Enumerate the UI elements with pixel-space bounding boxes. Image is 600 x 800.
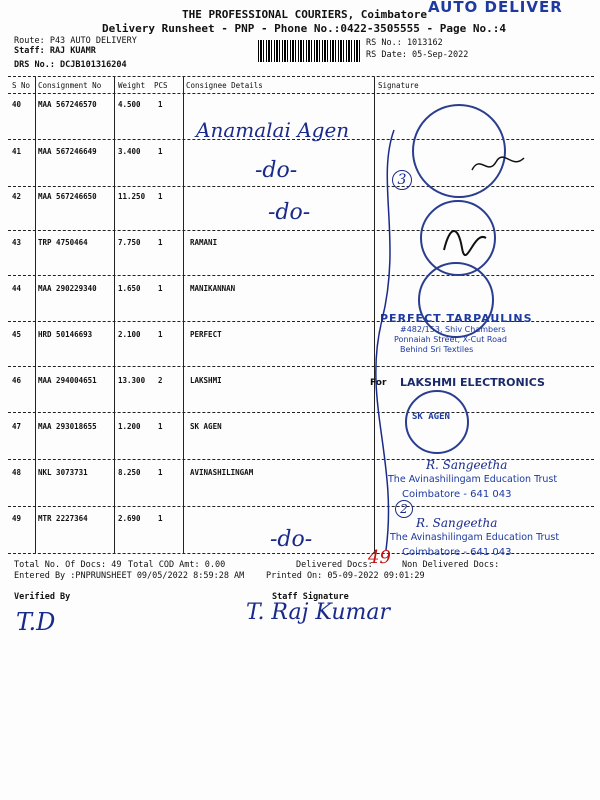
row-pcs: 1 [158,147,163,156]
barcode [258,40,362,62]
handwritten-name: R. Sangeetha [416,516,498,530]
total-docs: Total No. Of Docs: 49 [14,560,122,570]
row-consignee: PERFECT [190,330,222,339]
col-divider [114,77,115,553]
row-sno: 49 [12,514,22,523]
avinashilingam-stamp: The Avinashilingam Education Trust [388,474,558,485]
handwritten-consignee: Anamalai Agen [196,118,350,142]
row-weight: 2.690 [118,514,141,523]
entered-by: Entered By :PNPRUNSHEET 09/05/2022 8:59:28 AM [14,571,245,581]
non-delivered-docs: Non Delivered Docs: [402,560,500,570]
perfect-stamp-address: Ponnaiah Street, X-Cut Road [394,335,507,344]
row-pcs: 1 [158,422,163,431]
row-consignee: RAMANI [190,238,218,247]
avinashilingam-stamp: The Avinashilingam Education Trust [390,532,560,543]
perfect-stamp-address: Behind Sri Textiles [400,345,474,354]
printed-on: Printed On: 05-09-2022 09:01:29 [266,571,425,581]
table-header-rule [8,93,594,94]
auto-deliver-stamp: AUTO DELIVER [428,0,563,16]
rs-date: RS Date: 05-Sep-2022 [366,50,469,60]
rs-no: RS No.: 1013162 [366,38,443,48]
row-consignment: MAA 567246570 [38,100,97,109]
col-divider [35,77,36,553]
staff-label: Staff: RAJ KUAMR [14,46,96,56]
row-consignee: AVINASHILINGAM [190,468,254,477]
row-pcs: 2 [158,376,163,385]
col-header-pcs: PCS [154,81,168,90]
sk-agen-seal [405,390,469,454]
row-pcs: 1 [158,100,163,109]
col-divider [183,77,184,553]
circled-number: 3 [392,170,412,190]
avinashilingam-stamp: Coimbatore - 641 043 [402,547,512,558]
row-sno: 44 [12,284,22,293]
row-divider [8,366,594,367]
row-consignee: MANIKANNAN [190,284,236,293]
staff-signature: T. Raj Kumar [246,600,391,625]
row-consignment: NKL 3073731 [38,468,88,477]
signature-scribble [440,220,490,260]
drs-label: DRS No.: DCJB101316204 [14,60,127,70]
row-pcs: 1 [158,514,163,523]
row-divider [8,186,594,187]
table-top-rule [8,76,594,77]
row-weight: 8.250 [118,468,141,477]
sk-agen-stamp: SK AGEN [412,412,450,422]
row-weight: 3.400 [118,147,141,156]
row-sno: 42 [12,192,22,201]
row-pcs: 1 [158,468,163,477]
row-weight: 7.750 [118,238,141,247]
row-pcs: 1 [158,284,163,293]
row-consignment: MTR 2227364 [38,514,88,523]
handwritten-ditto: -do- [270,527,313,552]
col-header-consignment: Consignment No [38,81,102,90]
col-header-signature: Signature [378,81,419,90]
row-divider [8,230,594,231]
bracket-line [372,120,402,560]
row-weight: 1.200 [118,422,141,431]
row-divider [8,506,594,507]
runsheet-subtitle: Delivery Runsheet - PNP - Phone No.:0422-3505555 - Page No.:4 [102,22,506,35]
row-sno: 41 [12,147,22,156]
signature-scribble [468,150,528,180]
row-pcs: 1 [158,238,163,247]
row-sno: 46 [12,376,22,385]
avinashilingam-stamp: Coimbatore - 641 043 [402,489,512,500]
row-weight: 13.300 [118,376,146,385]
row-consignment: MAA 567246649 [38,147,97,156]
company-title: THE PROFESSIONAL COURIERS, Coimbatore [182,8,428,21]
circled-number: 2 [395,500,413,518]
col-header-sno: S No [12,81,31,90]
route-label: Route: P43 AUTO DELIVERY [14,36,137,46]
row-divider [8,412,594,413]
row-consignment: MAA 567246650 [38,192,97,201]
row-sno: 40 [12,100,22,109]
row-consignment: MAA 293018655 [38,422,97,431]
handwritten-ditto: -do- [268,200,311,225]
row-sno: 43 [12,238,22,247]
row-consignment: MAA 294004651 [38,376,97,385]
row-consignee: LAKSHMI [190,376,222,385]
row-weight: 1.650 [118,284,141,293]
row-weight: 2.100 [118,330,141,339]
row-sno: 45 [12,330,22,339]
total-cod: Total COD Amt: 0.00 [128,560,226,570]
lakshmi-stamp-prefix: For [370,378,387,388]
row-pcs: 1 [158,192,163,201]
row-consignee: SK AGEN [190,422,222,431]
verifier-signature: T.D [16,608,56,636]
perfect-stamp-address: #482/153, Shiv Chambers [400,325,506,334]
staff-signature-label: Staff Signature [272,592,349,602]
col-header-consignee: Consignee Details [186,81,263,90]
delivered-docs-label: Delivered Docs: [296,560,373,570]
row-divider [8,275,594,276]
col-header-weight: Weight [118,81,146,90]
row-pcs: 1 [158,330,163,339]
row-weight: 4.500 [118,100,141,109]
row-consignment: TRP 4750464 [38,238,88,247]
row-consignment: MAA 290229340 [38,284,97,293]
row-weight: 11.250 [118,192,146,201]
lakshmi-stamp: LAKSHMI ELECTRONICS [400,376,545,389]
handwritten-name: R. Sangeetha [426,458,508,472]
row-consignment: HRD 50146693 [38,330,93,339]
verified-by-label: Verified By [14,592,71,602]
handwritten-ditto: -do- [255,158,298,183]
row-sno: 48 [12,468,22,477]
row-sno: 47 [12,422,22,431]
perfect-stamp-title: PERFECT TARPAULINS [380,312,533,325]
delivered-docs-value: 49 [368,547,391,568]
